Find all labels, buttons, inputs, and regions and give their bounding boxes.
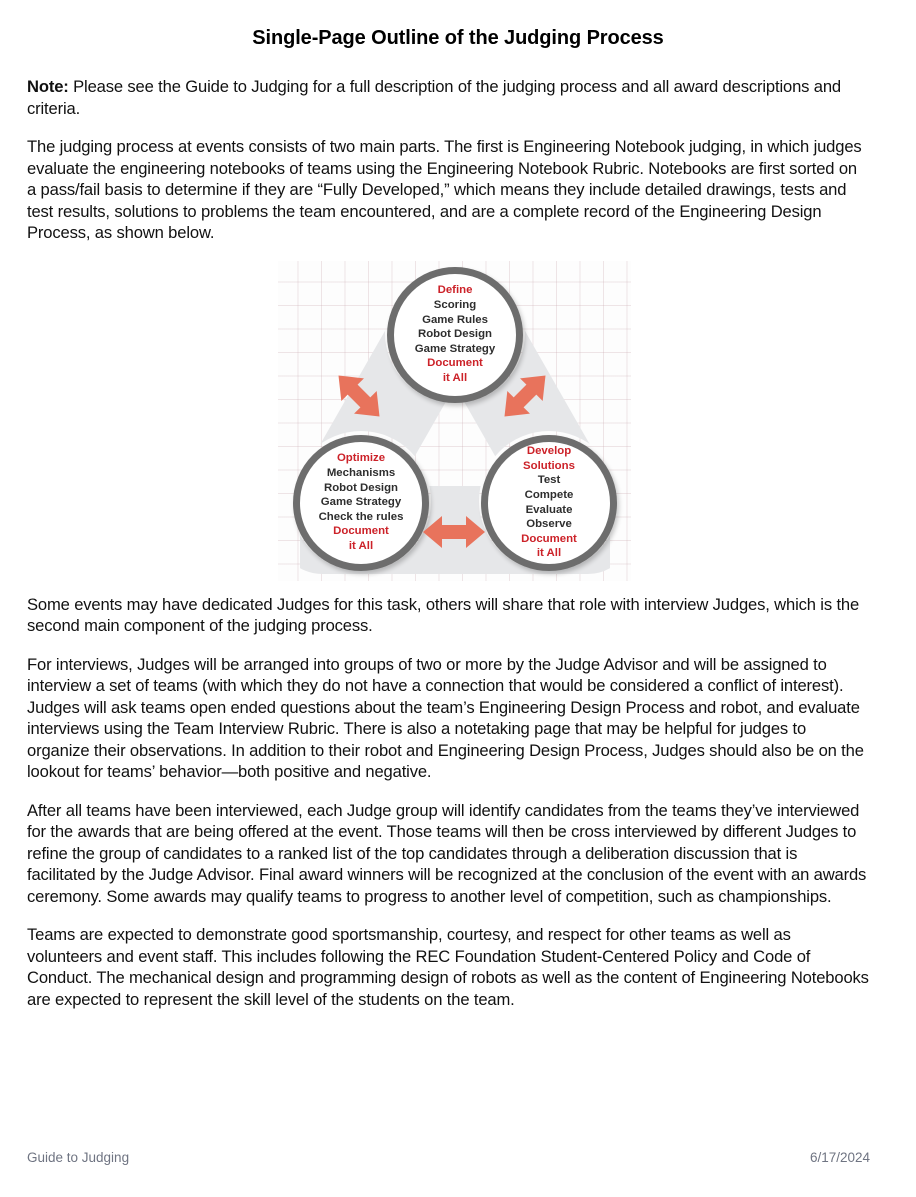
node-heading: Optimize [336, 452, 386, 465]
double-arrow-icon-optimize-define [328, 365, 390, 427]
node-item: Evaluate [525, 503, 573, 516]
node-footer: Document [521, 532, 577, 545]
node-footer: it All [442, 371, 468, 384]
page-footer [27, 1150, 870, 1165]
node-item: Game Strategy [414, 342, 496, 355]
cycle-node-develop-solutions [481, 435, 617, 571]
paragraph-awards: After all teams have been interviewed, each Judge group will identify candidates from the teams they’ve interviewed for the awards that are being offered at the event. Those teams will then be cross interviewed by different Judges to refine the group of candidates to a ranked list of the top candidates through a deliberation discussion that is facilitated by the Judge Advisor. Final award winners will be recognized at the conclusion of the event with an awards ceremony. Some awards may qualify teams to progress to another level of competition, such as championships. [27, 800, 867, 906]
node-footer: Document [333, 525, 389, 538]
node-item: Game Rules [422, 313, 488, 326]
node-footer: Document [427, 357, 483, 370]
paragraph-interviews: For interviews, Judges will be arranged into groups of two or more by the Judge Advisor and will be assigned to interview a set of teams (with which they do not have a connection that would be considered a conflict of interest). Judges will ask teams open ended questions about the team’s Engineering Design Process and robot, and evaluate interviews using the Team Interview Rubric. There is also a notetaking page that may be helpful for judges to organize their observations. In addition to their robot and Engineering Design Process, Judges should also be on the lookout for teams’ behavior—both positive and negative. [27, 654, 864, 781]
double-arrow-icon-define-develop [494, 365, 556, 427]
paragraph-sportsmanship: Teams are expected to demonstrate good sportsmanship, courtesy, and respect for other teams as well as volunteers and event staff. This includes following the REC Foundation Student-Centered Policy and Code of Conduct. The mechanical design and programming design of robots as well as the content of Engineering Notebooks are expected to represent the skill level of the students on the team. [27, 925, 869, 1009]
document-body [27, 76, 870, 1027]
node-item: Robot Design [323, 481, 399, 494]
paragraph-intro: The judging process at events consists of two main parts. The first is Engineering Notebook judging, in which judges evaluate the engineering notebooks of teams using the Engineering Notebook Rubric. Notebooks are first sorted on a pass/fail basis to determine if they are “Fully Developed,” which means they include detailed drawings, tests and test results, solutions to problems the team encountered, and are a complete record of the Engineering Design Process, as shown below. [27, 137, 862, 242]
node-footer: it All [348, 539, 374, 552]
cycle-node-optimize [293, 435, 429, 571]
node-item: Test [537, 474, 561, 487]
node-item: Observe [526, 518, 572, 531]
node-item: Robot Design [417, 328, 493, 341]
node-footer: it All [536, 547, 562, 560]
footer-date: 6/17/2024 [809, 1150, 870, 1165]
paragraph-dedicated-judges: Some events may have dedicated Judges for this task, others will share that role with interview Judges, which is the second main component of the judging process. [27, 594, 860, 635]
node-item: Game Strategy [320, 496, 402, 509]
note-paragraph [27, 76, 870, 119]
double-arrow-icon-optimize-develop [421, 512, 487, 552]
node-heading: Develop [526, 445, 572, 458]
node-heading: Define [437, 284, 473, 297]
note-text: Please see the Guide to Judging for a full description of the judging process and all award descriptions and criteria. [27, 77, 841, 118]
footer-document-name: Guide to Judging [27, 1150, 130, 1165]
node-item: Mechanisms [326, 467, 396, 480]
node-item: Scoring [433, 299, 477, 312]
node-heading: Solutions [523, 459, 575, 472]
note-label: Note: [27, 77, 69, 96]
page-title: Single-Page Outline of the Judging Process [252, 27, 664, 50]
node-item: Check the rules [318, 510, 404, 523]
engineering-design-process-diagram [278, 261, 631, 581]
node-item: Compete [524, 488, 574, 501]
